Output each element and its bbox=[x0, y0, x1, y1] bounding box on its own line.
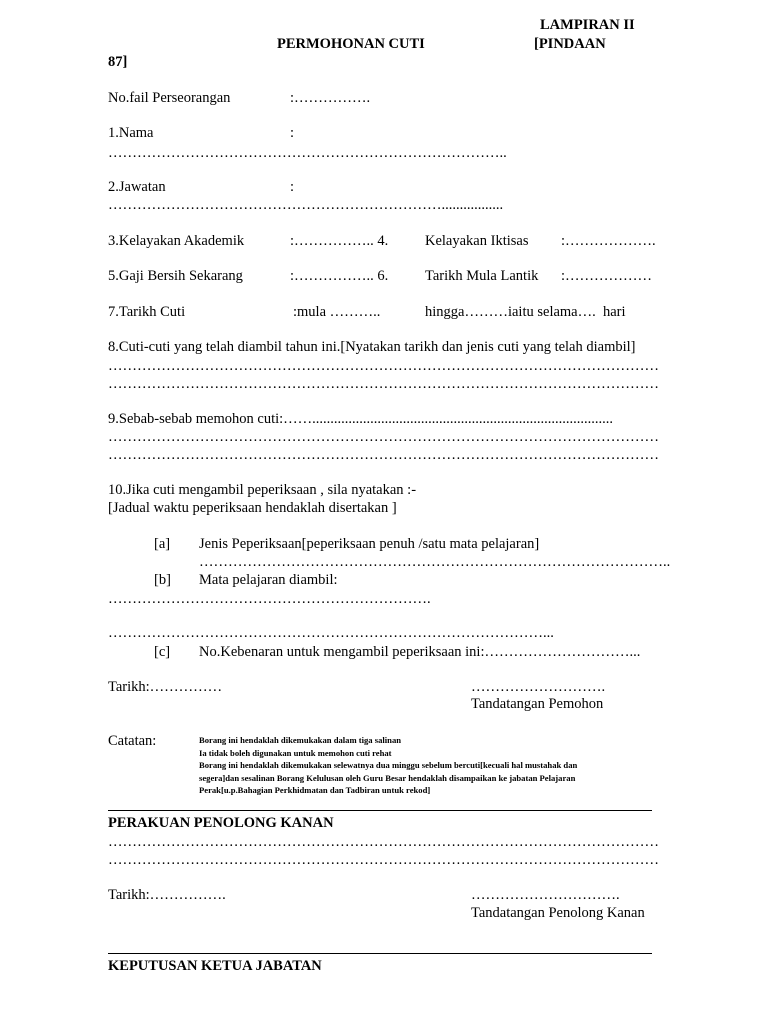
tarikh-cuti-mula-field[interactable]: :mula ……….. bbox=[293, 304, 381, 320]
pindaan-cont: 87] bbox=[108, 54, 128, 70]
tandatangan-pemohon-label: Tandatangan Pemohon bbox=[471, 696, 604, 712]
tarikh-cuti-label: 7.Tarikh Cuti bbox=[108, 304, 186, 320]
kelayakan-iktisas-field[interactable]: :………………. bbox=[561, 233, 656, 249]
nofail-field[interactable]: :……………. bbox=[290, 90, 371, 106]
cuti-diambil-label: 8.Cuti-cuti yang telah diambil tahun ini.[Nyatakan tarikh dan jenis cuti yang telah diambil] bbox=[108, 339, 636, 355]
item-c-key: [c] bbox=[154, 644, 171, 660]
catatan-note-4: segera]dan sesalinan Borang Kelulusan oleh Guru Besar hendaklah disampaikan ke jabatan Pelajaran bbox=[199, 772, 576, 783]
divider-keputusan bbox=[108, 953, 652, 954]
tarikh-mula-lantik-field[interactable]: :……………… bbox=[561, 268, 653, 284]
perakuan-heading: PERAKUAN PENOLONG KANAN bbox=[108, 815, 334, 831]
catatan-note-5: Perak[u.p.Bahagian Perkhidmatan dan Tadbiran untuk rekod] bbox=[199, 785, 431, 795]
perakuan-line-1[interactable]: …………………………………………………………………………………………………… bbox=[108, 834, 659, 850]
kelayakan-akademik-label: 3.Kelayakan Akademik bbox=[108, 233, 245, 249]
kelayakan-iktisas-label: Kelayakan Iktisas bbox=[425, 233, 529, 249]
jenis-peperiksaan-field[interactable]: …………………………………………………………………………………….. bbox=[199, 554, 671, 570]
kelayakan-akademik-field[interactable]: :…………….. 4. bbox=[290, 233, 389, 249]
tandatangan-pemohon-line[interactable]: ………………………. bbox=[471, 679, 606, 695]
lampiran-label: LAMPIRAN II bbox=[540, 17, 635, 33]
gaji-label: 5.Gaji Bersih Sekarang bbox=[108, 268, 243, 284]
sebab-cuti-line-2[interactable]: …………………………………………………………………………………………………… bbox=[108, 447, 659, 463]
nama-colon: : bbox=[290, 125, 295, 141]
sebab-cuti-line-1[interactable]: …………………………………………………………………………………………………… bbox=[108, 429, 659, 445]
tarikh-mula-lantik-label: Tarikh Mula Lantik bbox=[425, 268, 539, 284]
jawatan-label: 2.Jawatan bbox=[108, 179, 166, 195]
sebab-cuti-label: 9.Sebab-sebab memohon cuti:……................................................................................... bbox=[108, 411, 614, 427]
item-a-key: [a] bbox=[154, 536, 171, 552]
tandatangan-penolong-kanan-label: Tandatangan Penolong Kanan bbox=[471, 905, 645, 921]
gaji-field[interactable]: :…………….. 6. bbox=[290, 268, 389, 284]
nama-field[interactable]: ……………………………………………………………………….. bbox=[108, 145, 507, 161]
nama-label: 1.Nama bbox=[108, 125, 154, 141]
cuti-diambil-line-2[interactable]: …………………………………………………………………………………………………… bbox=[108, 376, 659, 392]
nofail-label: No.fail Perseorangan bbox=[108, 90, 231, 106]
jenis-peperiksaan-label: Jenis Peperiksaan[peperiksaan penuh /satu mata pelajaran] bbox=[199, 536, 540, 552]
keputusan-heading: KEPUTUSAN KETUA JABATAN bbox=[108, 958, 322, 974]
jawatan-colon: : bbox=[290, 179, 295, 195]
item-b-key: [b] bbox=[154, 572, 171, 588]
jadual-note: [Jadual waktu peperiksaan hendaklah disertakan ] bbox=[108, 500, 397, 516]
peperiksaan-label: 10.Jika cuti mengambil peperiksaan , sila nyatakan :- bbox=[108, 482, 417, 498]
pindaan-label: [PINDAAN bbox=[534, 36, 606, 52]
catatan-note-3: Borang ini hendaklah dikemukakan selewatnya dua minggu sebelum bercuti[kecuali hal mustahak dan bbox=[199, 760, 578, 770]
tarikh-penolong-kanan-field[interactable]: Tarikh:……………. bbox=[108, 887, 226, 903]
mata-pelajaran-line-2[interactable]: ………………………………………………………………………………... bbox=[108, 625, 554, 641]
mata-pelajaran-label: Mata pelajaran diambil: bbox=[199, 572, 338, 588]
no-kebenaran-field[interactable]: No.Kebenaran untuk mengambil peperiksaan ini:…………………………... bbox=[199, 644, 641, 660]
perakuan-line-2[interactable]: …………………………………………………………………………………………………… bbox=[108, 852, 659, 868]
mata-pelajaran-line-1[interactable]: …………………………………………………………. bbox=[108, 591, 431, 607]
catatan-note-2: Ia tidak boleh digunakan untuk memohon cuti rehat bbox=[199, 747, 392, 758]
form-title: PERMOHONAN CUTI bbox=[277, 36, 425, 52]
divider-perakuan bbox=[108, 810, 652, 811]
tarikh-cuti-hingga-field[interactable]: hingga………iaitu selama…. hari bbox=[425, 304, 626, 320]
cuti-diambil-line-1[interactable]: …………………………………………………………………………………………………… bbox=[108, 358, 659, 374]
jawatan-field[interactable]: ……………………………………………………………................. bbox=[108, 197, 504, 213]
tandatangan-penolong-kanan-line[interactable]: …………………………. bbox=[471, 887, 620, 903]
catatan-label: Catatan: bbox=[108, 733, 157, 749]
tarikh-pemohon-field[interactable]: Tarikh:…………… bbox=[108, 679, 223, 695]
catatan-note-1: Borang ini hendaklah dikemukakan dalam tiga salinan bbox=[199, 735, 402, 745]
